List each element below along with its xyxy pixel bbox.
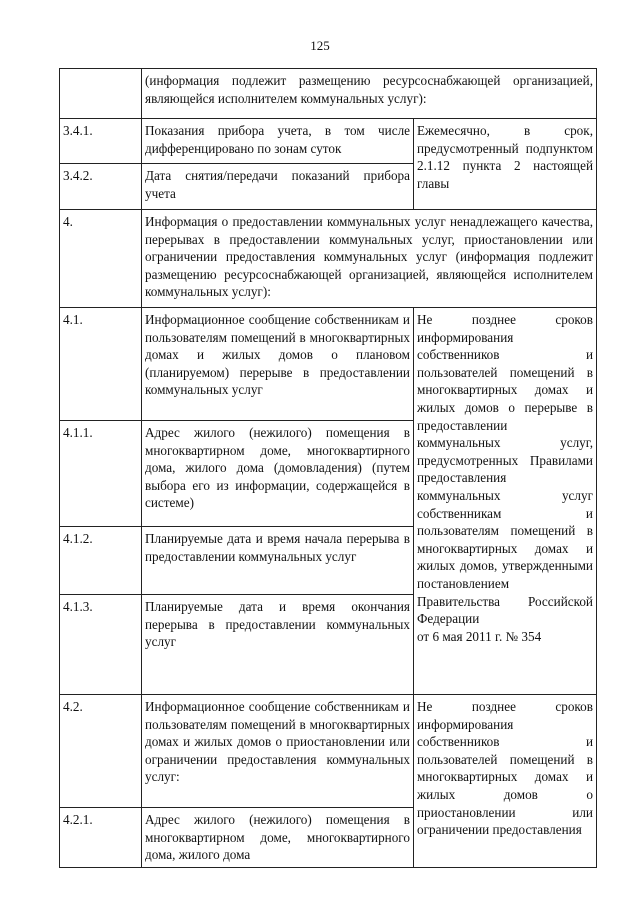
row-text: Дата снятия/передачи показаний прибора учета [142, 164, 414, 210]
row-number: 4.1.1. [60, 421, 142, 527]
information-table [59, 68, 597, 868]
row-number: 4.2. [60, 695, 142, 808]
row-deadline: Ежемесячно, в срок, предусмотренный подпунктом 2.1.12 пункта 2 настоящей главы [414, 119, 597, 210]
row-number: 3.4.1. [60, 119, 142, 164]
row-text: Адрес жилого (нежилого) помещения в многоквартирном доме, многоквартирного дома, жилого дома (домовладения) (путем выбора его из информации, содержащейся в системе) [142, 421, 414, 527]
row-text: Информационное сообщение собственникам и пользователям помещений в многоквартирных домах и жилых домов о плановом (планируемом) перерыве в предоставлении коммунальных услуг [142, 308, 414, 421]
row-deadline: Не позднее сроков информирования собственников и пользователей помещений в многоквартирных домах и жилых домов о приостановлении или ограничении предоставления [414, 695, 597, 868]
row-number: 4.2.1. [60, 808, 142, 868]
row-number: 4.1.2. [60, 527, 142, 595]
page-number: 125 [310, 38, 330, 53]
row-text: Информация о предоставлении коммунальных услуг ненадлежащего качества, перерывах в предоставлении коммунальных услуг, приостановлении или ограничении предоставления коммунальных услуг (информация подлежит размещению ресурсоснабжающей организацией, являющейся исполнителем коммунальных услуг): [142, 210, 597, 308]
table-row [60, 119, 597, 164]
row-text: Показания прибора учета, в том числе дифференцировано по зонам суток [142, 119, 414, 164]
row-number: 3.4.2. [60, 164, 142, 210]
row-number: 4. [60, 210, 142, 308]
table-row [60, 308, 597, 421]
deadline-text: Не позднее сроков информирования собственников и пользователей помещений в многоквартирных домах и жилых домов о перерыве в предоставлении коммунальных услуг, предусмотренных Правилами предоставления коммунальных услуг собственникам и пользователям помещений в многоквартирных домах и жилых домов, утвержденными постановлением Правительства Российской Федерации [417, 312, 593, 627]
row-text: Планируемые дата и время окончания перерыва в предоставлении коммунальных услуг [142, 595, 414, 695]
row-text: Адрес жилого (нежилого) помещения в многоквартирном доме, многоквартирного дома, жилого дома [142, 808, 414, 868]
row-number: 4.1.3. [60, 595, 142, 695]
table-row [60, 695, 597, 808]
row-number [60, 69, 142, 119]
row-text: Информационное сообщение собственникам и пользователям помещений в многоквартирных домах и жилых домов о приостановлении или ограничении предоставления коммунальных услуг: [142, 695, 414, 808]
row-text: Планируемые дата и время начала перерыва в предоставлении коммунальных услуг [142, 527, 414, 595]
row-deadline [414, 308, 597, 695]
table-row [60, 210, 597, 308]
table-row [60, 69, 597, 119]
deadline-date: от 6 мая 2011 г. № 354 [417, 628, 542, 644]
row-text: (информация подлежит размещению ресурсоснабжающей организацией, являющейся исполнителем коммунальных услуг): [142, 69, 597, 119]
row-number: 4.1. [60, 308, 142, 421]
